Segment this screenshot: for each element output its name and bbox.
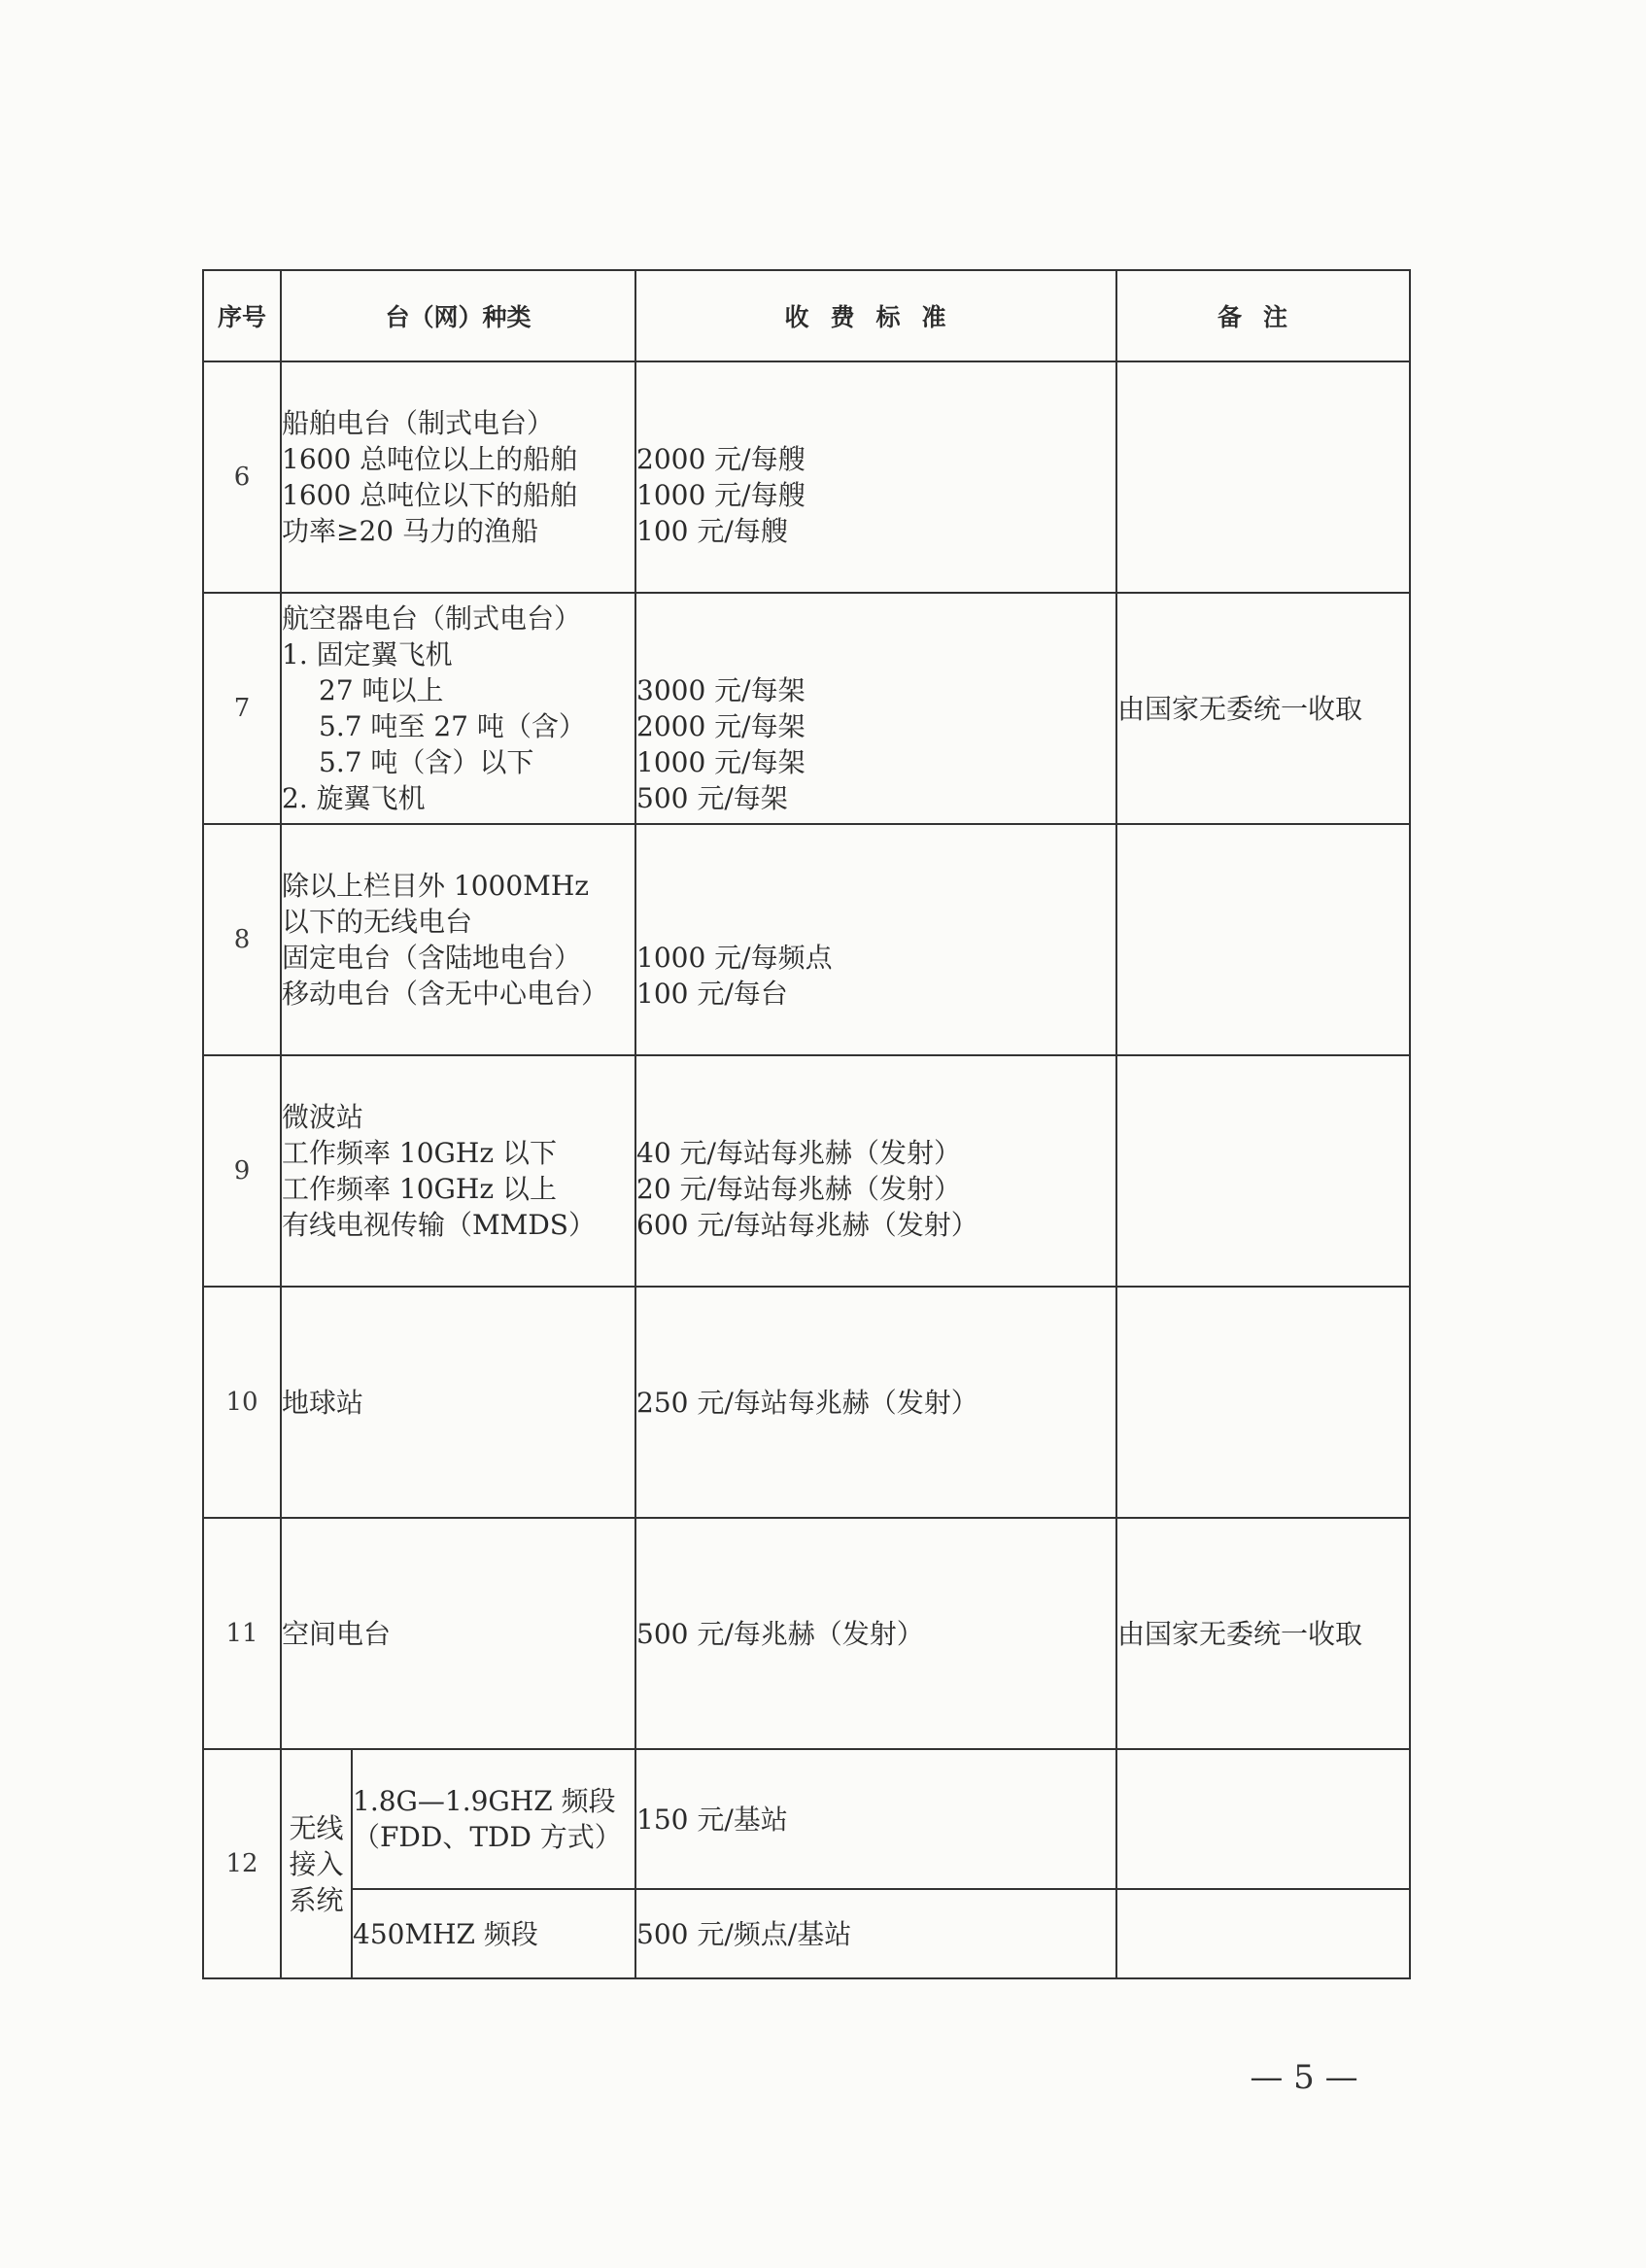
header-note: 备注	[1116, 270, 1410, 361]
station-kind	[281, 1518, 635, 1749]
station-kind	[352, 1889, 635, 1978]
row-number: 12	[203, 1749, 281, 1978]
remark	[1116, 824, 1410, 1055]
table-row	[203, 361, 1410, 593]
kind-line: 450MHZ 频段	[353, 1917, 538, 1950]
kind-line: 微波站	[282, 1101, 364, 1133]
station-kind	[281, 1055, 635, 1287]
group-line: 接入	[289, 1847, 344, 1880]
fee-line: 500 元/每架	[636, 782, 788, 814]
kind-line: 2. 旋翼飞机	[282, 782, 426, 814]
station-kind	[281, 824, 635, 1055]
kind-line: 5.7 吨至 27 吨（含）	[319, 710, 586, 742]
row-number: 11	[203, 1518, 281, 1749]
row-number: 8	[203, 824, 281, 1055]
table-row	[203, 1749, 1410, 1889]
fee-standard	[635, 361, 1116, 593]
table-header-row	[203, 270, 1410, 361]
fee-standard	[635, 824, 1116, 1055]
fee-line: 500 元/频点/基站	[636, 1917, 852, 1950]
fee-line: 2000 元/每艘	[636, 443, 806, 475]
kind-line: 船舶电台（制式电台）	[282, 407, 555, 439]
station-kind	[281, 1287, 635, 1518]
remark	[1116, 1749, 1410, 1889]
fee-line: 1000 元/每架	[636, 746, 806, 778]
kind-line: 27 吨以上	[319, 674, 444, 706]
remark	[1116, 1055, 1410, 1287]
fee-standard	[635, 1889, 1116, 1978]
station-kind	[281, 593, 635, 824]
fee-line: 2000 元/每架	[636, 710, 806, 742]
fee-line: 100 元/每艘	[636, 515, 788, 547]
kind-line: 固定电台（含陆地电台）	[282, 942, 582, 974]
remark	[1116, 1889, 1410, 1978]
row-number: 6	[203, 361, 281, 593]
fee-standard	[635, 1749, 1116, 1889]
table-row	[203, 1889, 1410, 1978]
table-row	[203, 1518, 1410, 1749]
kind-line: 1.8G—1.9GHZ 频段	[353, 1785, 616, 1817]
fee-line: 150 元/基站	[636, 1803, 788, 1836]
fee-line: 600 元/每站每兆赫（发射）	[636, 1209, 978, 1241]
group-line: 无线	[289, 1811, 344, 1844]
kind-line: 空间电台	[282, 1617, 392, 1650]
fee-standard	[635, 1518, 1116, 1749]
kind-line: 移动电台（含无中心电台）	[282, 978, 609, 1010]
kind-line: 航空器电台（制式电台）	[282, 602, 582, 635]
row-number: 9	[203, 1055, 281, 1287]
row-number: 7	[203, 593, 281, 824]
fee-line: 1000 元/每频点	[636, 942, 833, 974]
fee-standard	[635, 1055, 1116, 1287]
table-row	[203, 1055, 1410, 1287]
kind-line: 除以上栏目外 1000MHz	[282, 870, 589, 902]
kind-line: 地球站	[282, 1386, 364, 1419]
station-group	[281, 1749, 352, 1978]
row-number: 10	[203, 1287, 281, 1518]
fee-line: 1000 元/每艘	[636, 479, 806, 511]
fee-standard-table	[202, 269, 1411, 1979]
header-no: 序号	[203, 270, 281, 361]
station-kind	[281, 361, 635, 593]
kind-line: 1600 总吨位以上的船舶	[282, 443, 578, 475]
fee-standard	[635, 593, 1116, 824]
remark: 由国家无委统一收取	[1116, 1518, 1410, 1749]
header-fee: 收费标准	[635, 270, 1116, 361]
kind-line: 以下的无线电台	[282, 906, 473, 938]
group-line: 系统	[289, 1883, 344, 1916]
kind-line: 1600 总吨位以下的船舶	[282, 479, 578, 511]
kind-line: 1. 固定翼飞机	[282, 638, 453, 670]
fee-standard	[635, 1287, 1116, 1518]
remark: 由国家无委统一收取	[1116, 593, 1410, 824]
remark	[1116, 1287, 1410, 1518]
fee-line: 40 元/每站每兆赫（发射）	[636, 1137, 961, 1169]
kind-line: 功率≥20 马力的渔船	[282, 515, 538, 547]
fee-line: 20 元/每站每兆赫（发射）	[636, 1173, 961, 1205]
fee-line: 3000 元/每架	[636, 674, 806, 706]
table-row	[203, 1287, 1410, 1518]
station-kind	[352, 1749, 635, 1889]
fee-line: 100 元/每台	[636, 978, 788, 1010]
kind-line: 工作频率 10GHz 以下	[282, 1137, 557, 1169]
kind-line: （FDD、TDD 方式）	[353, 1821, 622, 1853]
fee-line: 250 元/每站每兆赫（发射）	[636, 1386, 978, 1419]
table-row	[203, 824, 1410, 1055]
kind-line: 工作频率 10GHz 以上	[282, 1173, 557, 1205]
kind-line: 5.7 吨（含）以下	[319, 746, 534, 778]
remark	[1116, 361, 1410, 593]
fee-line: 500 元/每兆赫（发射）	[636, 1617, 924, 1650]
page-number: — 5 —	[1250, 2058, 1358, 2097]
kind-line: 有线电视传输（MMDS）	[282, 1209, 596, 1241]
header-kind: 台（网）种类	[281, 270, 635, 361]
table-row	[203, 593, 1410, 824]
